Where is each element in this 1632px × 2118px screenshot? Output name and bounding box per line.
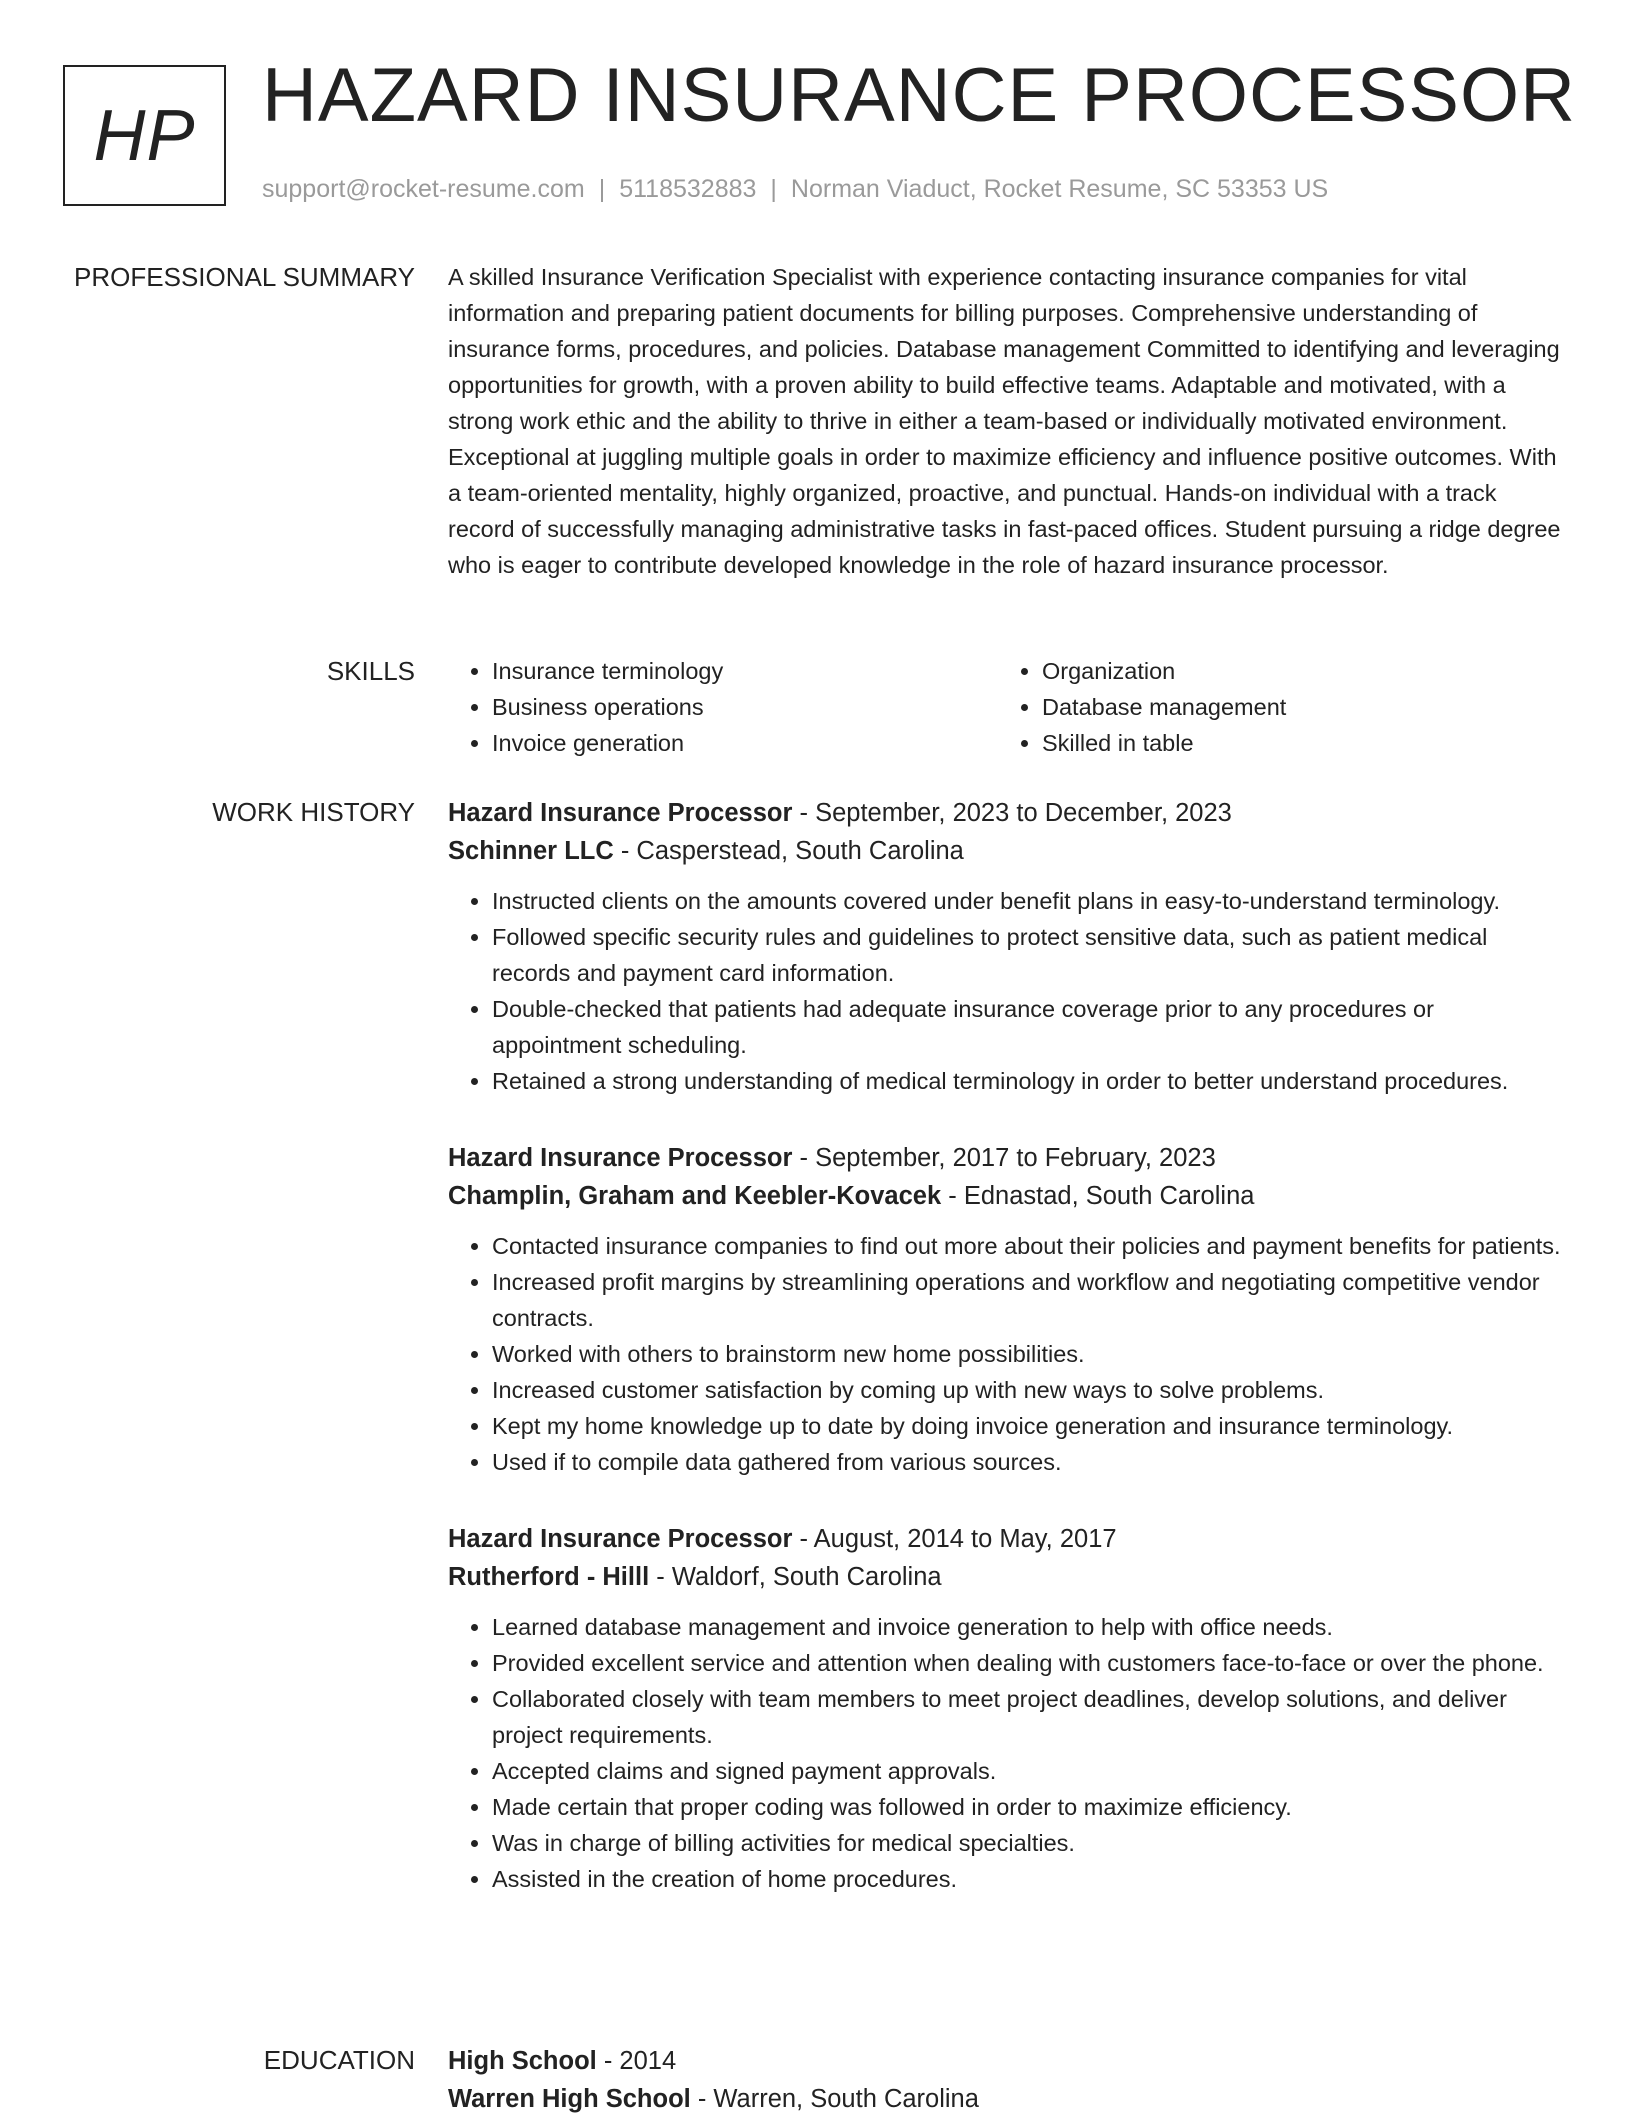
job-company: Champlin, Graham and Keebler-Kovacek [448, 1182, 942, 1210]
job-company-line [448, 832, 1568, 870]
job-bullets [448, 1609, 1568, 1897]
job-entry [448, 1139, 1568, 1480]
job-company-line [448, 1177, 1568, 1215]
job-bullet: • Contacted insurance companies to find out more about their policies and payment benefits for patients. [492, 1228, 1568, 1264]
job-bullet: • Accepted claims and signed payment approvals. [492, 1753, 1568, 1789]
job-title: Hazard Insurance Processor [448, 1525, 793, 1553]
job-bullet: • Learned database management and invoice generation to help with office needs. [492, 1609, 1568, 1645]
summary-text: A skilled Insurance Verification Specialist with experience contacting insurance companies for vital information and preparing patient documents for billing purposes. Comprehensive understanding of insurance forms, procedures, and policies. Database management Committed to identifying and leveraging opportunities for growth, with a proven ability to build effective teams. Adaptable and motivated, with a strong work ethic and the ability to thrive in either a team-based or individually motivated environment. Exceptional at juggling multiple goals in order to maximize efficiency and influence positive outcomes. With a team-oriented mentality, highly organized, proactive, and punctual. Hands-on individual with a track record of successfully managing administrative tasks in fast-paced offices. Student pursuing a ridge degree who is eager to contribute developed knowledge in the role of hazard insurance processor. [448, 264, 1561, 578]
contact-line [262, 175, 1328, 204]
job-bullet: • Provided excellent service and attention when dealing with customers face-to-face or over the phone. [492, 1645, 1568, 1681]
job-dates: - September, 2017 to February, 2023 [792, 1144, 1216, 1172]
job-bullet: • Collaborated closely with team members to meet project deadlines, develop solutions, and deliver project requirements. [492, 1681, 1568, 1753]
skill-item: • Invoice generation [492, 725, 998, 761]
skills-grid [448, 653, 1568, 761]
contact-separator: | [598, 175, 606, 203]
education-degree: High School [448, 2047, 597, 2075]
education-year: - 2014 [596, 2047, 677, 2075]
job-company: Schinner LLC [448, 837, 614, 865]
skill-item: • Database management [1042, 689, 1548, 725]
job-bullet: • Followed specific security rules and guidelines to protect sensitive data, such as patient medical records and payment card information. [492, 919, 1568, 991]
job-bullet: • Used if to compile data gathered from various sources. [492, 1444, 1568, 1480]
job-bullet: • Increased profit margins by streamlining operations and workflow and negotiating competitive vendor contracts. [492, 1264, 1568, 1336]
resume-name-title: HAZARD INSURANCE PROCESSOR [262, 53, 1576, 138]
skills-heading: SKILLS [326, 656, 415, 686]
job-bullets [448, 1228, 1568, 1480]
job-title-line [448, 794, 1568, 832]
monogram-logo [63, 65, 226, 206]
job-bullet: • Assisted in the creation of home procedures. [492, 1861, 1568, 1897]
skill-item: • Business operations [492, 689, 998, 725]
job-bullet: • Worked with others to brainstorm new home possibilities. [492, 1336, 1568, 1372]
job-bullet: • Made certain that proper coding was followed in order to maximize efficiency. [492, 1789, 1568, 1825]
job-location: - Ednastad, South Carolina [941, 1182, 1255, 1210]
skills-list-left [448, 653, 998, 761]
job-bullet: • Retained a strong understanding of medical terminology in order to better understand procedures. [492, 1063, 1568, 1099]
job-entry [448, 1520, 1568, 1897]
job-location: - Waldorf, South Carolina [649, 1563, 942, 1591]
education-heading: EDUCATION [263, 2045, 415, 2075]
job-entry [448, 794, 1568, 1099]
skills-list-right [998, 653, 1548, 761]
education-school-line [448, 2080, 1568, 2118]
skill-item: • Insurance terminology [492, 653, 998, 689]
summary-heading: PROFESSIONAL SUMMARY [74, 262, 415, 292]
job-bullet: • Increased customer satisfaction by coming up with new ways to solve problems. [492, 1372, 1568, 1408]
job-title: Hazard Insurance Processor [448, 1144, 793, 1172]
job-dates: - September, 2023 to December, 2023 [792, 799, 1232, 827]
job-bullet: • Kept my home knowledge up to date by doing invoice generation and insurance terminology. [492, 1408, 1568, 1444]
job-title-line [448, 1520, 1568, 1558]
job-location: - Casperstead, South Carolina [613, 837, 964, 865]
job-bullet: • Was in charge of billing activities for medical specialties. [492, 1825, 1568, 1861]
job-bullet: • Double-checked that patients had adequate insurance coverage prior to any procedures or appointment scheduling. [492, 991, 1568, 1063]
contact-email[interactable]: support@rocket-resume.com [262, 175, 585, 203]
contact-address: Norman Viaduct, Rocket Resume, SC 53353 US [790, 175, 1329, 203]
job-bullets [448, 883, 1568, 1099]
monogram-initials: HP [93, 95, 196, 176]
skill-item: • Skilled in table [1042, 725, 1548, 761]
contact-phone[interactable]: 5118532883 [619, 175, 757, 203]
job-dates: - August, 2014 to May, 2017 [792, 1525, 1117, 1553]
education-location: - Warren, South Carolina [690, 2085, 979, 2113]
work-history-heading: WORK HISTORY [212, 797, 415, 827]
job-title-line [448, 1139, 1568, 1177]
education-degree-line [448, 2042, 1568, 2080]
job-title: Hazard Insurance Processor [448, 799, 793, 827]
job-company: Rutherford - Hilll [448, 1563, 650, 1591]
job-bullet: • Instructed clients on the amounts covered under benefit plans in easy-to-understand terminology. [492, 883, 1568, 919]
education-school: Warren High School [448, 2085, 691, 2113]
job-company-line [448, 1558, 1568, 1596]
contact-separator: | [770, 175, 777, 203]
skill-item: • Organization [1042, 653, 1548, 689]
